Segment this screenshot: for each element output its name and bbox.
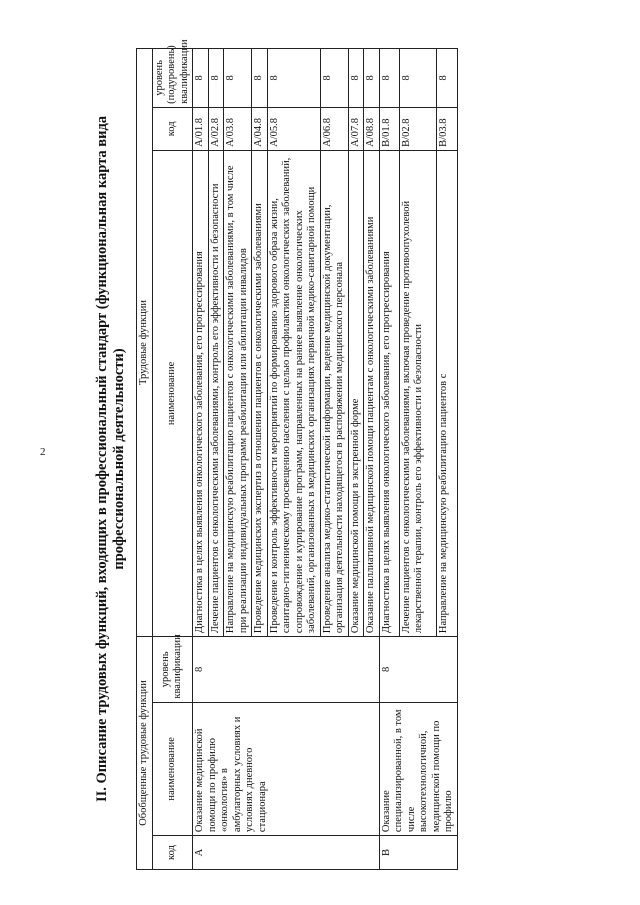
function-name: Проведение медицинских экспертиз в отношении пациентов с онкологическими заболеваниями	[252, 150, 268, 636]
header-level: уровень квалификации	[152, 637, 193, 703]
group-code: A	[193, 836, 380, 870]
group-code: B	[379, 836, 457, 870]
function-code: A/02.8	[208, 107, 224, 150]
function-name: Проведение и контроль эффективности мероприятий по формированию здорового образа жизни, санитарно-гигиеническому просвещению населения с целью профилактики онкологических заболеваний, сопровождение и курирование программ, направленных на раннее выявление онкологических заболеваний, организованных в медицинских организациях первичной медико-санитарной помощи	[267, 150, 320, 636]
function-code: B/03.8	[437, 107, 458, 150]
section-heading	[94, 48, 128, 870]
header-function-code: код	[152, 107, 193, 150]
group-name: Оказание медицинской помощи по профилю «онкология» в амбулаторных условиях и условиях дневного стационара	[193, 702, 380, 835]
function-name: Лечение пациентов с онкологическими заболеваниями, включая проведение противоопухолевой лекарственной терапии, контроль его эффективности и безопасности	[399, 150, 436, 636]
function-name: Оказание паллиативной медицинской помощи пациентам с онкологическими заболеваниями	[364, 150, 380, 636]
function-level: 8	[320, 49, 348, 108]
group-level: 8	[193, 637, 380, 703]
function-code: A/08.8	[364, 107, 380, 150]
header-row-sub	[152, 49, 193, 870]
function-name: Оказание медицинской помощи в экстренной форме	[348, 150, 364, 636]
function-name: Диагностика в целях выявления онкологического заболевания, его прогрессирования	[379, 150, 399, 636]
function-code: A/06.8	[320, 107, 348, 150]
function-name: Диагностика в целях выявления онкологического заболевания, его прогрессирования	[193, 150, 209, 636]
function-code: A/05.8	[267, 107, 320, 150]
function-code: A/03.8	[224, 107, 252, 150]
table-row	[193, 49, 209, 870]
group-level: 8	[379, 637, 457, 703]
header-labor: Трудовые функции	[137, 49, 153, 637]
function-code: A/07.8	[348, 107, 364, 150]
function-name: Лечение пациентов с онкологическими заболеваниями, контроль его эффективности и безопасности	[208, 150, 224, 636]
function-level: 8	[224, 49, 252, 108]
header-generalized: Обобщенные трудовые функции	[137, 637, 153, 870]
header-row-top	[137, 49, 153, 870]
function-level: 8	[208, 49, 224, 108]
functions-table	[136, 39, 458, 870]
heading-line-1: II. Описание трудовых функций, входящих в профессиональный стандарт (функциональная карта вида	[94, 115, 110, 803]
function-code: B/01.8	[379, 107, 399, 150]
header-code: код	[152, 836, 193, 870]
function-name: Направление на медицинскую реабилитацию пациентов с онкологическими заболеваниями, в том числе при реализации индивидуальных программ реабилитации или абилитации инвалидов	[224, 150, 252, 636]
table-row	[379, 49, 399, 870]
group-name: Оказание специализированной, в том числе высокотехнологичной, медицинской помощи по профилю	[379, 702, 457, 835]
function-code: B/02.8	[399, 107, 436, 150]
function-name: Направление на медицинскую реабилитацию пациентов с	[437, 150, 458, 636]
function-level: 8	[252, 49, 268, 108]
table-body	[193, 49, 458, 870]
function-name: Проведение анализа медико-статистической информации, ведение медицинской документации, организация деятельности находящегося в распоряжении медицинского персонала	[320, 150, 348, 636]
function-code: A/01.8	[193, 107, 209, 150]
function-level: 8	[364, 49, 380, 108]
function-level: 8	[193, 49, 209, 108]
function-level: 8	[399, 49, 436, 108]
header-sublevel: уровень (подуровень) квалификации	[152, 49, 193, 108]
document-sheet	[92, 39, 604, 870]
function-level: 8	[267, 49, 320, 108]
header-function-name: наименование	[152, 150, 193, 636]
heading-line-2: профессиональной деятельности)	[111, 348, 127, 570]
page-number: 2	[40, 446, 46, 458]
function-level: 8	[379, 49, 399, 108]
function-code: A/04.8	[252, 107, 268, 150]
function-level: 8	[437, 49, 458, 108]
function-level: 8	[348, 49, 364, 108]
header-name: наименование	[152, 702, 193, 835]
